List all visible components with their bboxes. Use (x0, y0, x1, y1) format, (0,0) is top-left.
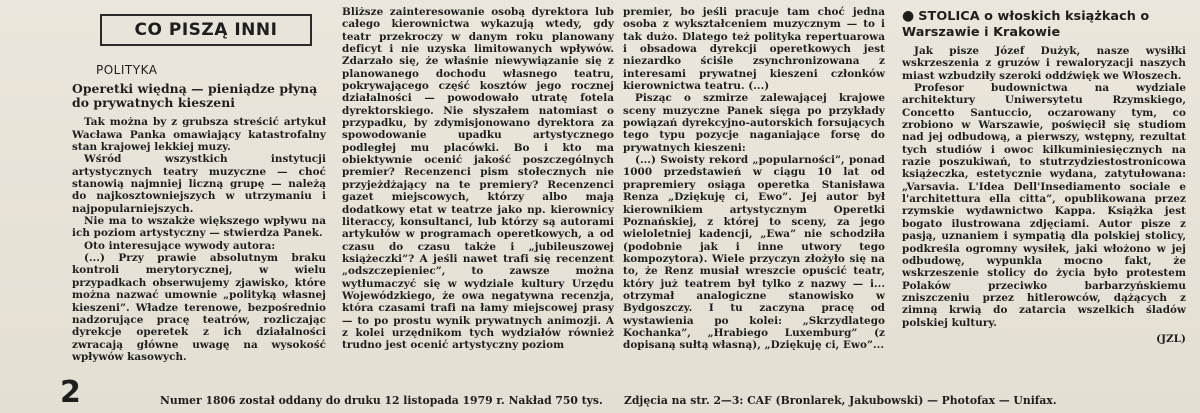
rubric-label: POLITYKA (96, 63, 158, 77)
article1-paragraph: Wśród wszystkich instytucji artystycznych teatry muzyczne — choć stanowią najmniej liczną grupę — należą do najkosztowniejszych w utrzymaniu i najpopularniejszych. (72, 153, 326, 215)
section-header-box (100, 14, 312, 46)
column-3 (623, 6, 885, 352)
column-4 (902, 6, 1186, 345)
article1-paragraph: Oto interesujące wywody autora: (84, 239, 276, 252)
article1-paragraph: (...) Swoisty rekord „popularności”, ponad 1000 przedstawień w ciągu 10 lat od prapremiery osiąga operetka Stanisława Renza „Dziękuję ci, Ewo”. Jej autor był kierownikiem artystycznym Operetki Poznańskiej, z której to sceny, za jego wieloletniej kadencji, „Ewa” nie schodziła (podobnie jak i inne utwory tego kompozytora). Wiele przyczyn złożyło się na to, że Renz musiał wreszcie opuścić teatr, który już teatrem był tylko z nazwy — i... otrzymał analogiczne stanowisko w Bydgoszczy. I tu zaczyna pracę od wystawienia po kolei: „Skrzydlatego Kochanka”, „Hrabiego Luxemburg” (z dopisaną sułtą własną), „Dziękuję ci, Ewo”... (623, 154, 885, 352)
column-2 (342, 6, 614, 352)
bullet-icon: ● (902, 8, 915, 24)
print-info: Numer 1806 został oddany do druku 12 listopada 1979 r. Nakład 750 tys. (160, 394, 603, 407)
column-1 (60, 8, 326, 363)
article1-paragraph: (...) Przy prawie absolutnym braku kontroli merytorycznej, w wielu przypadkach obserwujemy zjawisko, które można nazwać umownie „polityką własnej kieszeni”. Władze terenowe, bezpośrednio nadzorujące pracę teatrów, rozliczając dyrekcje operetek z ich działalności zwracają główne uwagę na wysokość wpływów kasowych. (72, 252, 326, 363)
article1-paragraph: premier, bo jeśli pracuje tam choć jedna osoba z wykształceniem muzycznym — to i tak dużo. Dlatego też polityka repertuarowa i obsadowa dyrekcji operetkowych jest niezardko ściśle zsynchronizowana z interesami prywatnej kieszeni członków kierownictwa teatru. (...) (623, 6, 885, 93)
article2-headline: STOLICA o włoskich książkach o Warszawie i Krakowie (902, 9, 1150, 40)
article1-paragraph: Bliższe zainteresowanie osobą dyrektora lub całego kierownictwa wykazują wtedy, gdy teatr przekroczy w danym roku planowany deficyt i nie uzyska limitowanych wpływów. Zdarzało się, że właśnie niewywiązanie się z planowanego dochodu własnego teatru, pokrywającego część kosztów jego rocznej działalności — powodowało utratę fotela dyrektorskiego. Nie słyszałem natomiast o przypadku, by zdymisjonowano dyrektora za spowodowanie upadku artystycznego podległej mu placówki. Bo i kto ma obiektywnie ocenić jakość poszczególnych premier? Recenzenci pism stołecznych nie przyjeżdżający na te premiery? Recenzenci gazet miejscowych, którzy albo mają dodatkowy etat w teatrze jako np. kierownicy literaccy, konsultanci, lub którzy są autorami artykułów w programach operetkowych, a od czasu do czasu także i „jubileuszowej książeczki”? A jeśli nawet trafi się recenzent „odszczepieniec”, to zawsze można wytłumaczyć się w wydziale kultury Urzędu Wojewódzkiego, że owa negatywna recenzja, która czasami trafi na łamy miejscowej prasy — to po prostu wynik prywatnych animozji. A z kolei urzędnikom tych wydziałów również trudno jest ocenić artystyczny poziom (342, 6, 614, 352)
article1-paragraph: Nie ma to wszakże większego wpływu na ich poziom artystyczny — stwierdza Panek. (72, 215, 326, 240)
page-footer (0, 375, 1200, 413)
section-title: CO PISZĄ INNI (134, 19, 278, 40)
article1-paragraph: Pisząc o szmirze zalewającej krajowe sceny muzyczne Panek sięga po przykłady powiązań dyrekcyjno-autorskich forsujących tego typu pozycje naganiające forsę do prywatnych kieszeni: (623, 92, 885, 154)
page-number: 2 (60, 375, 81, 410)
article1-headline: Operetki więdną — pieniądze płyną do prywatnych kieszeni (72, 81, 318, 111)
photo-credits: Zdjęcia na str. 2—3: CAF (Bronlarek, Jakubowski) — Photofax — Unifax. (624, 394, 1057, 407)
article2-paragraph: Jak pisze Józef Dużyk, nasze wysiłki wskrzeszenia z gruzów i rewaloryzacji naszych miast wzbudziły szeroki oddźwięk we Włoszech. (902, 45, 1186, 82)
article2-signature: (JZL) (1156, 332, 1186, 345)
article2-headline-wrap (902, 8, 1186, 41)
article2-paragraph: Profesor budownictwa na wydziale architektury Uniwersytetu Rzymskiego, Concetto Santuccio, oczarowany tym, co zrobiono w Warszawie, poświęcił się studiom nad jej odbudową, a pierwszy, wstępny, rezultat tych studiów i owoc kilkuminiesięcznych na razie poszukiwań, to stutrzydziestostronicowa książeczka, estetycznie wydana, zatytułowana: „Varsavia. L'Idea Dell'Insediamento sociale e l'architettura ella citta”, opublikowana przez rzymskie wydawnictwo Kappa. Książka jest bogato ilustrowana zdjęciami. Autor pisze z pasją, uznaniem i sympatią dla polskiej stolicy, podkreśla ogromny wysiłek, jaki włożono w jej odbudowę, wypunkla mocno fakt, że wskrzeszenie stolicy do życia było protestem Polaków przeciwko barbarzyńskiemu zniszczeniu przez hitlerowców, dążących z zimną krwią do zatarcia wszelkich śladów polskiej kultury. (902, 82, 1186, 329)
article1-paragraph: Tak można by z grubsza streścić artykuł Wacława Panka omawiający katastrofalny stan krajowej lekkiej muzy. (72, 116, 326, 154)
